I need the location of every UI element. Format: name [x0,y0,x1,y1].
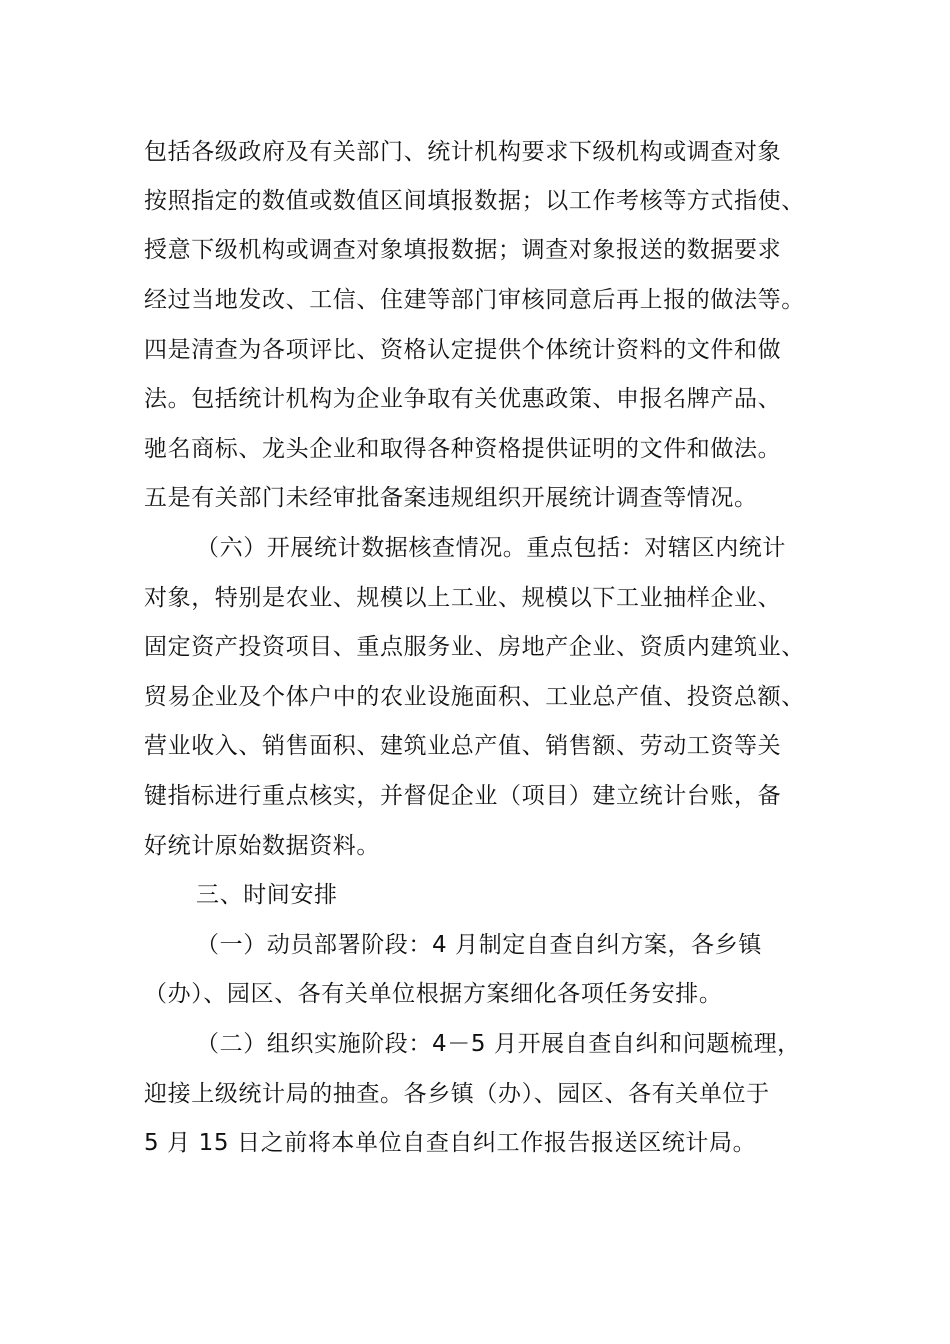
text-line: 四是清查为各项评比、资格认定提供个体统计资料的文件和做 [144,337,782,363]
text-line: 五是有关部门未经审批备案违规组织开展统计调查等情况。 [144,485,758,511]
text-line: 5 月 15 日之前将本单位自查自纠工作报告报送区统计局。 [144,1130,757,1156]
text-line: 营业收入、销售面积、建筑业总产值、销售额、劳动工资等关 [144,733,782,759]
text-line: 法。包括统计机构为企业争取有关优惠政策、申报名牌产品、 [144,386,782,412]
text-line: 固定资产投资项目、重点服务业、房地产企业、资质内建筑业、 [144,634,805,660]
text-line: 迎接上级统计局的抽查。各乡镇（办）、园区、各有关单位于 [144,1081,770,1107]
text-line: 授意下级机构或调查对象填报数据；调查对象报送的数据要求 [144,237,782,263]
section-heading: 三、时间安排 [196,882,338,908]
text-line: （办）、园区、各有关单位根据方案细化各项任务安排。 [144,981,723,1007]
text-line: 对象，特别是农业、规模以上工业、规模以下工业抽样企业、 [144,585,782,611]
text-line: 包括各级政府及有关部门、统计机构要求下级机构或调查对象 [144,139,782,165]
text-line: 驰名商标、龙头企业和取得各种资格提供证明的文件和做法。 [144,436,782,462]
text-line: 按照指定的数值或数值区间填报数据；以工作考核等方式指使、 [144,188,805,214]
text-line: 经过当地发改、工信、住建等部门审核同意后再上报的做法等。 [144,287,805,313]
text-line: 键指标进行重点核实，并督促企业（项目）建立统计台账，备 [144,783,782,809]
paragraph-heading: （一）动员部署阶段：4 月制定自查自纠方案，各乡镇 [196,932,762,958]
paragraph-heading: （六）开展统计数据核查情况。重点包括：对辖区内统计 [196,535,786,561]
text-line: 好统计原始数据资料。 [144,833,380,859]
paragraph-heading: （二）组织实施阶段：4－5 月开展自查自纠和问题梳理， [196,1031,801,1057]
text-line: 贸易企业及个体户中的农业设施面积、工业总产值、投资总额、 [144,684,805,710]
